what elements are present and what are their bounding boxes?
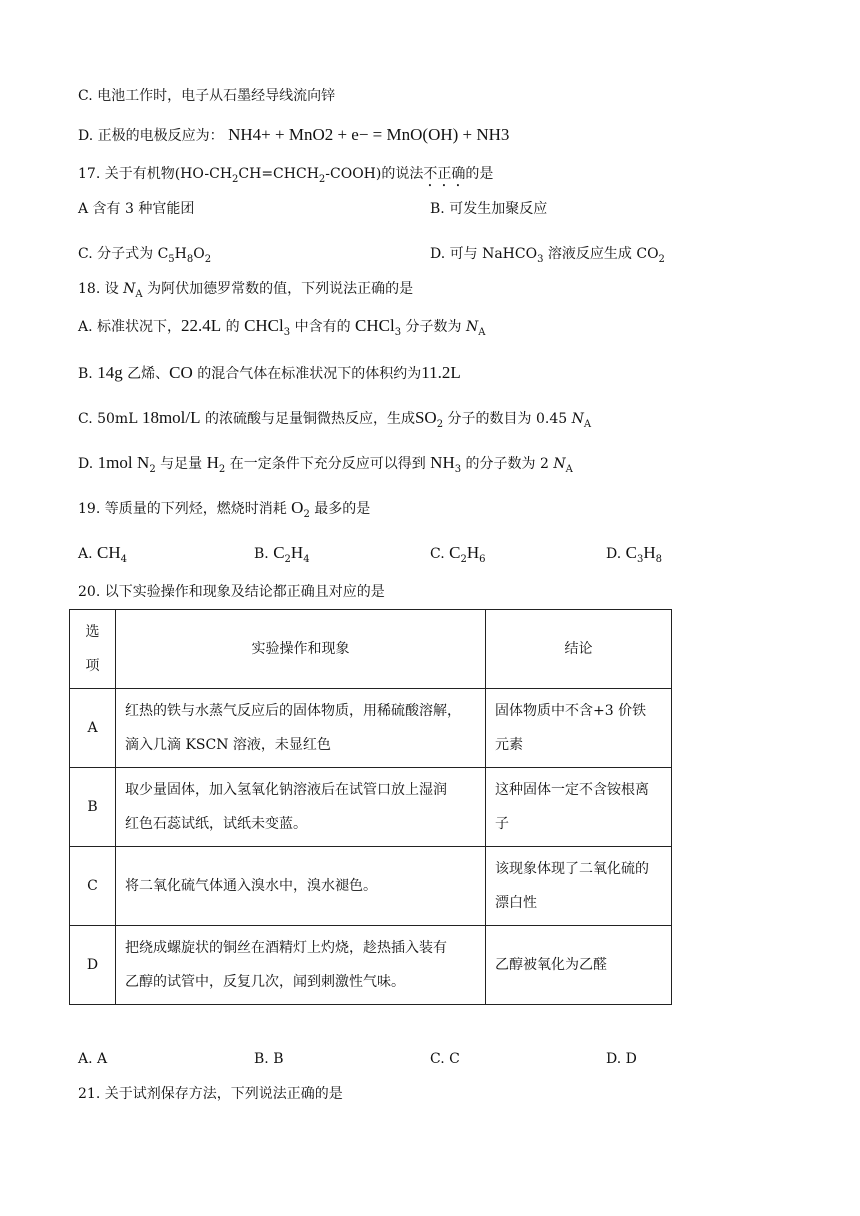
table-row	[70, 926, 672, 1005]
row-operation: 红热的铁与水蒸气反应后的固体物质，用稀硫酸溶解， 滴入几滴 KSCN 溶液，未显红色	[116, 689, 486, 768]
q18-option-a: A. 标准状况下，22.4L 的 CHCl$_3$ 中含有的 CHCl$_3$ 分子数为 $N_A$	[78, 316, 486, 338]
row-operation: 将二氧化硫气体通入溴水中，溴水褪色。	[116, 847, 486, 926]
q19-option-b: B. $C_2H_4$	[254, 543, 310, 565]
row-conclusion: 乙醇被氧化为乙醛	[486, 926, 672, 1005]
table-row	[70, 768, 672, 847]
q20-answer-b: B. B	[254, 1051, 284, 1067]
table-row	[70, 847, 672, 926]
q21-stem: 21. 关于试剂保存方法，下列说法正确的是	[78, 1086, 343, 1102]
q16-option-d	[78, 125, 509, 146]
q17-option-b: B. 可发生加聚反应	[430, 201, 548, 217]
q17-emphasis: 不正确	[423, 166, 466, 182]
row-operation: 把绕成螺旋状的铜丝在酒精灯上灼烧，趁热插入装有 乙醇的试管中，反复几次，闻到刺激性气味。	[116, 926, 486, 1005]
q17-option-a: A 含有 3 种官能团	[78, 201, 195, 217]
row-conclusion: 这种固体一定不含铵根离 子	[486, 768, 672, 847]
row-operation: 取少量固体，加入氢氧化钠溶液后在试管口放上湿润 红色石蕊试纸，试纸未变蓝。	[116, 768, 486, 847]
q18-stem: 18. 设 $N_A$ 为阿伏加德罗常数的值，下列说法正确的是	[78, 281, 414, 300]
q16-option-d-text: D. 正极的电极反应为：	[78, 128, 224, 144]
q17-option-c: C. 分子式为 $C_5H_8O_2$	[78, 246, 212, 265]
q18-option-b: B. 14g 乙烯、CO 的混合气体在标准状况下的体积约为11.2L	[78, 363, 461, 382]
row-option: B	[70, 768, 116, 847]
q20-answer-a: A. A	[78, 1051, 108, 1067]
row-option: D	[70, 926, 116, 1005]
row-option: C	[70, 847, 116, 926]
q20-table	[69, 609, 672, 1005]
table-row	[70, 689, 672, 768]
q17-stem: 17. 关于有机物$(HO-CH_2CH=CHCH_2-COOH)$的说法不正确的是	[78, 166, 494, 185]
q20-answer-d: D. D	[606, 1051, 637, 1067]
q17-option-d: D. 可与 NaHCO$_3$ 溶液反应生成 $CO_2$	[430, 246, 665, 265]
row-conclusion: 固体物质中不含+3 价铁 元素	[486, 689, 672, 768]
row-option: A	[70, 689, 116, 768]
q16-option-c: C. 电池工作时，电子从石墨经导线流向锌	[78, 88, 336, 104]
row-conclusion: 该现象体现了二氧化硫的 漂白性	[486, 847, 672, 926]
q19-stem: 19. 等质量的下列烃，燃烧时消耗 $O_2$ 最多的是	[78, 498, 371, 520]
q20-stem: 20. 以下实验操作和现象及结论都正确且对应的是	[78, 584, 385, 600]
q18-option-d: D. 1mol $N_2$ 与足量 $H_2$ 在一定条件下充分反应可以得到 $NH_3$ 的分子数为 2 $N_A$	[78, 453, 573, 475]
q16-option-d-equation: NH4+ + MnO2 + e− = MnO(OH) + NH3	[228, 125, 510, 144]
header-option: 选 项	[70, 610, 116, 689]
header-operation: 实验操作和现象	[116, 610, 486, 689]
table-header-row	[70, 610, 672, 689]
q20-answer-c: C. C	[430, 1051, 460, 1067]
header-conclusion: 结论	[486, 610, 672, 689]
q19-option-c: C. $C_2H_6$	[430, 543, 486, 565]
q19-option-d: D. $C_3H_8$	[606, 543, 663, 565]
q19-option-a: A. $CH_4$	[78, 543, 128, 565]
q18-option-c: C. 50mL 18mol/L 的浓硫酸与足量铜微热反应，生成$SO_2$ 分子的数目为 0.45 $N_A$	[78, 408, 592, 430]
